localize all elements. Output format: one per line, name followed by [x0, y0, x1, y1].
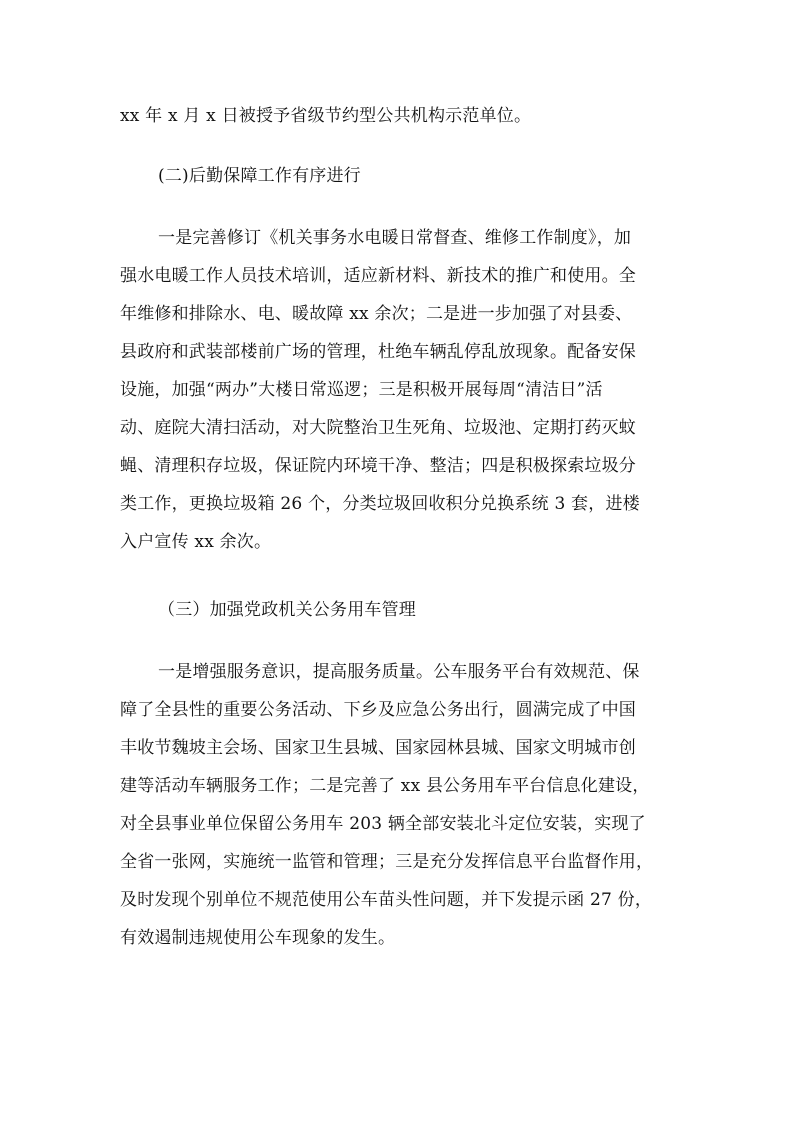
paragraph-line: 丰收节魏坡主会场、国家卫生县城、国家园林县城、国家文明城市创 — [120, 738, 636, 758]
section-heading-2: (二)后勤保障工作有序进行 — [158, 166, 361, 186]
paragraph-line: 一是完善修订《机关事务水电暖日常督查、维修工作制度》，加 — [158, 228, 632, 248]
paragraph-line: 全省一张网，实施统一监管和管理；三是充分发挥信息平台监督作用， — [120, 852, 654, 872]
paragraph-line: 设施，加强“两办”大楼日常巡逻；三是积极开展每周“清洁日”活 — [120, 380, 603, 400]
paragraph-line: 障了全县性的重要公务活动、下乡及应急公务出行，圆满完成了中国 — [120, 700, 636, 720]
paragraph-line: 强水电暖工作人员技术培训，适应新材料、新技术的推广和使用。全 — [120, 266, 636, 286]
section-heading-3: （三）加强党政机关公务用车管理 — [158, 600, 416, 620]
paragraph-line: 有效遏制违规使用公车现象的发生。 — [120, 928, 396, 948]
paragraph-line: 蝇、清理积存垃圾，保证院内环境干净、整洁；四是积极探索垃圾分 — [120, 456, 636, 476]
paragraph-line: 一是增强服务意识，提高服务质量。公车服务平台有效规范、保 — [158, 662, 640, 682]
paragraph-line: 对全县事业单位保留公务用车 203 辆全部安装北斗定位安装，实现了 — [120, 814, 646, 834]
paragraph-line: 及时发现个别单位不规范使用公车苗头性问题，并下发提示函 27 份， — [120, 890, 653, 910]
paragraph-line: 年维修和排除水、电、暖故障 xx 余次；二是进一步加强了对县委、 — [120, 304, 633, 324]
paragraph-line: 动、庭院大清扫活动，对大院整治卫生死角、垃圾池、定期打药灭蚊 — [120, 418, 636, 438]
paragraph-line: 入户宣传 xx 余次。 — [120, 532, 272, 552]
paragraph-line: 建等活动车辆服务工作；二是完善了 xx 县公务用车平台信息化建设， — [120, 776, 650, 796]
paragraph-line: 县政府和武装部楼前广场的管理，杜绝车辆乱停乱放现象。配备安保 — [120, 342, 636, 362]
paragraph-line: 类工作，更换垃圾箱 26 个，分类垃圾回收积分兑换系统 3 套，进楼 — [120, 494, 640, 514]
text-line: xx 年 x 月 x 日被授予省级节约型公共机构示范单位。 — [120, 106, 532, 126]
